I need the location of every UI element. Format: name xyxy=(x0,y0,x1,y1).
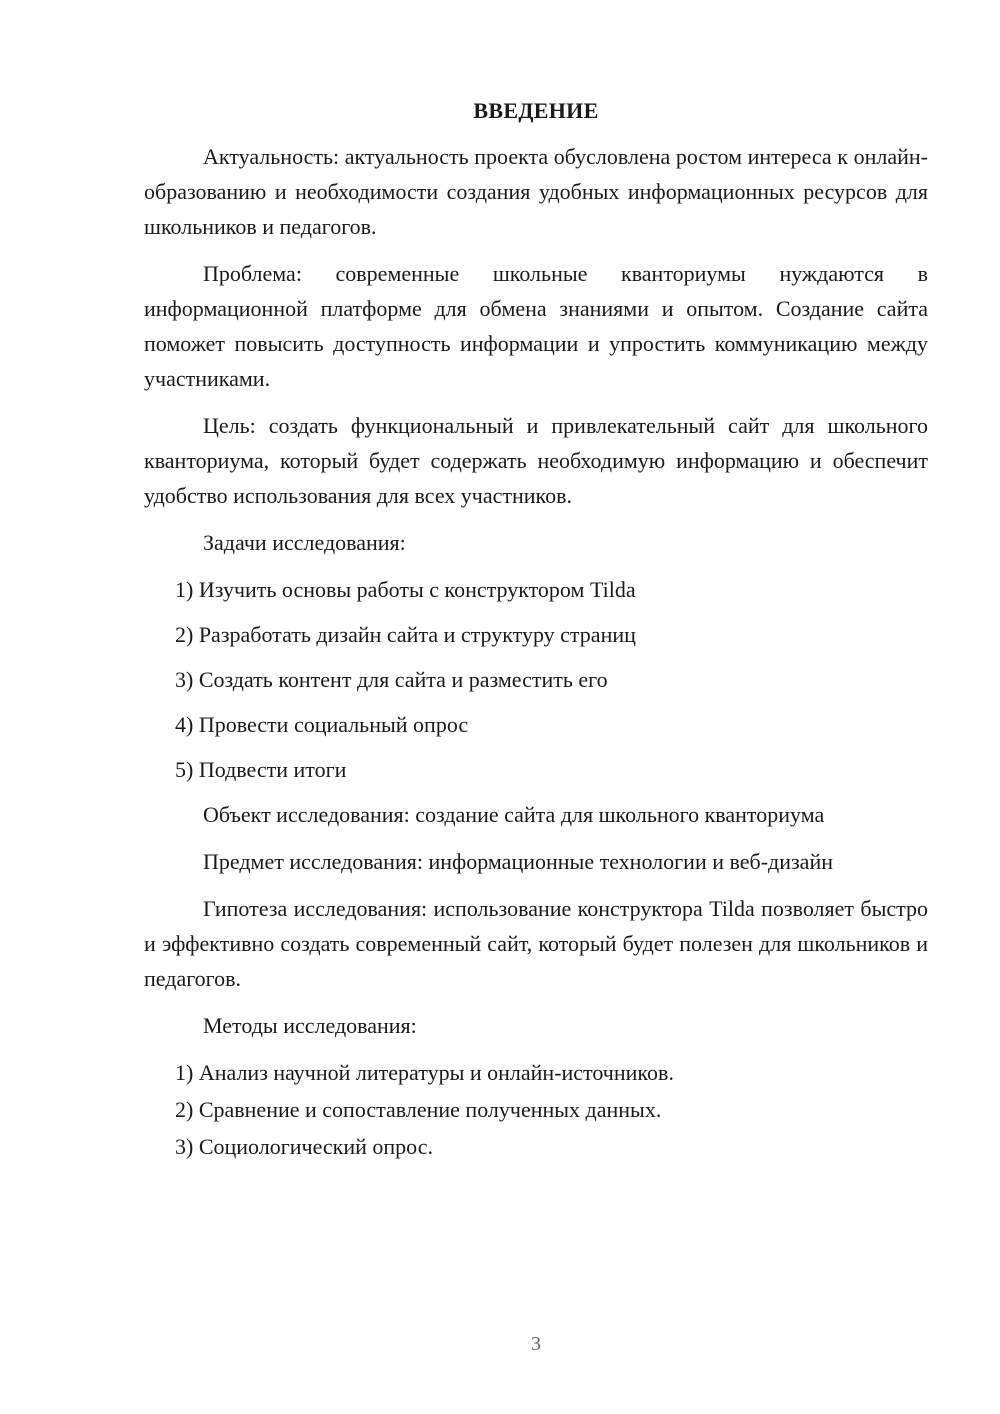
task-item: 2) Разработать дизайн сайта и структуру страниц xyxy=(175,622,636,647)
document-body xyxy=(144,95,928,1174)
method-item: 2) Сравнение и сопоставление полученных данных. xyxy=(175,1097,662,1122)
task-item: 1) Изучить основы работы с конструктором Tilda xyxy=(175,577,636,602)
methods-heading: Методы исследования: xyxy=(203,1013,417,1038)
page-number: 3 xyxy=(531,1333,541,1355)
task-item: 4) Провести социальный опрос xyxy=(175,712,469,737)
task-item: 5) Подвести итоги xyxy=(175,757,347,782)
method-item: 3) Социологический опрос. xyxy=(175,1134,433,1159)
relevance-paragraph: Актуальность: актуальность проекта обусловлена ростом интереса к онлайн-образованию и необходимости создания удобных информационных ресурсов для школьников и педагогов. xyxy=(144,144,928,239)
object-paragraph: Объект исследования: создание сайта для школьного кванториума xyxy=(203,802,825,827)
subject-paragraph: Предмет исследования: информационные технологии и веб-дизайн xyxy=(203,849,833,874)
tasks-heading: Задачи исследования: xyxy=(203,530,406,555)
hypothesis-paragraph: Гипотеза исследования: использование конструктора Tilda позволяет быстро и эффективно создать современный сайт, который будет полезен для школьников и педагогов. xyxy=(144,896,928,991)
tasks-list xyxy=(144,572,928,787)
method-item: 1) Анализ научной литературы и онлайн-источников. xyxy=(175,1060,674,1085)
problem-paragraph: Проблема: современные школьные кванториумы нуждаются в информационной платформе для обмена знаниями и опытом. Создание сайта поможет повысить доступность информации и упростить коммуникацию между участниками. xyxy=(144,261,928,391)
goal-paragraph: Цель: создать функциональный и привлекательный сайт для школьного кванториума, который будет содержать необходимую информацию и обеспечит удобство использования для всех участников. xyxy=(144,413,928,508)
task-item: 3) Создать контент для сайта и разместить его xyxy=(175,667,608,692)
section-title: ВВЕДЕНИЕ xyxy=(473,98,599,123)
methods-list xyxy=(144,1055,928,1164)
